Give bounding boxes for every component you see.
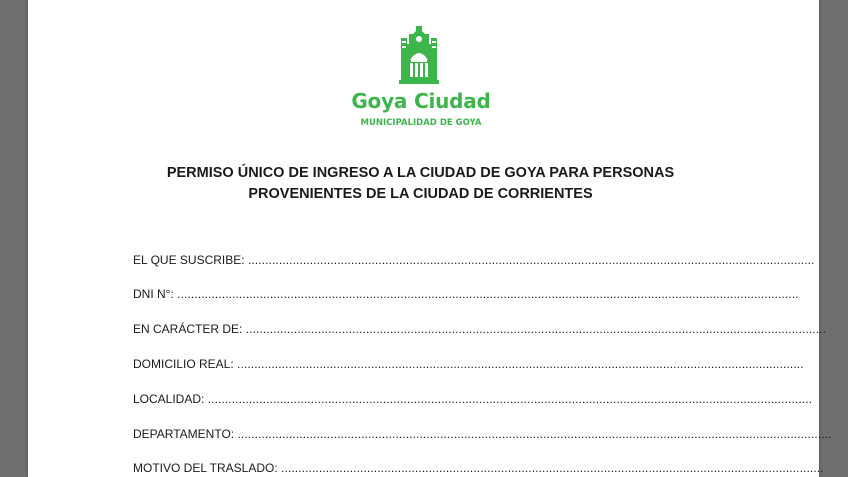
field-label: DEPARTAMENTO: <box>133 427 235 441</box>
fill-in-dotted-line: ..................................................................................................................................................................... <box>237 357 804 371</box>
field-motivo-del-traslado[interactable] <box>133 461 824 475</box>
document-title <box>88 163 753 205</box>
field-label: MOTIVO DEL TRASLADO: <box>133 461 278 475</box>
field-domicilio-real[interactable] <box>133 357 804 371</box>
field-localidad[interactable] <box>133 392 813 406</box>
goya-city-hall-logo-icon <box>399 26 439 84</box>
field-departamento[interactable] <box>133 427 832 441</box>
document-title-line-2: PROVENIENTES DE LA CIUDAD DE CORRIENTES <box>248 186 593 202</box>
fill-in-dotted-line: ......................................................................................................................................................................... <box>245 322 827 336</box>
field-label: LOCALIDAD: <box>133 392 205 406</box>
fill-in-dotted-line: ................................................................................................................................................................................ <box>207 392 813 406</box>
document-page <box>28 0 832 477</box>
field-label: EN CARÁCTER DE: <box>133 322 243 336</box>
fill-in-dotted-line: ..................................................................................................................................................................................... <box>177 287 799 301</box>
fill-in-dotted-line: ............................................................................................................................................................................. <box>237 427 832 441</box>
field-label: DOMICILIO REAL: <box>133 357 234 371</box>
fill-in-dotted-line: .............................................................................................................................................................. <box>281 461 824 475</box>
fill-in-dotted-line: ..................................................................................................................................................................... <box>247 253 815 267</box>
brand-subtitle: MUNICIPALIDAD DE GOYA <box>360 118 482 128</box>
field-el-que-suscribe[interactable] <box>133 253 815 267</box>
field-label: DNI N°: <box>133 287 174 301</box>
document-title-line-1: PERMISO ÚNICO DE INGRESO A LA CIUDAD DE GOYA PARA PERSONAS <box>166 165 675 181</box>
field-en-caracter-de[interactable] <box>133 322 827 336</box>
brand-name: Goya Ciudad <box>351 89 491 113</box>
field-dni[interactable] <box>133 287 799 301</box>
field-label: EL QUE SUSCRIBE: <box>133 253 245 267</box>
municipality-logo <box>348 26 498 136</box>
